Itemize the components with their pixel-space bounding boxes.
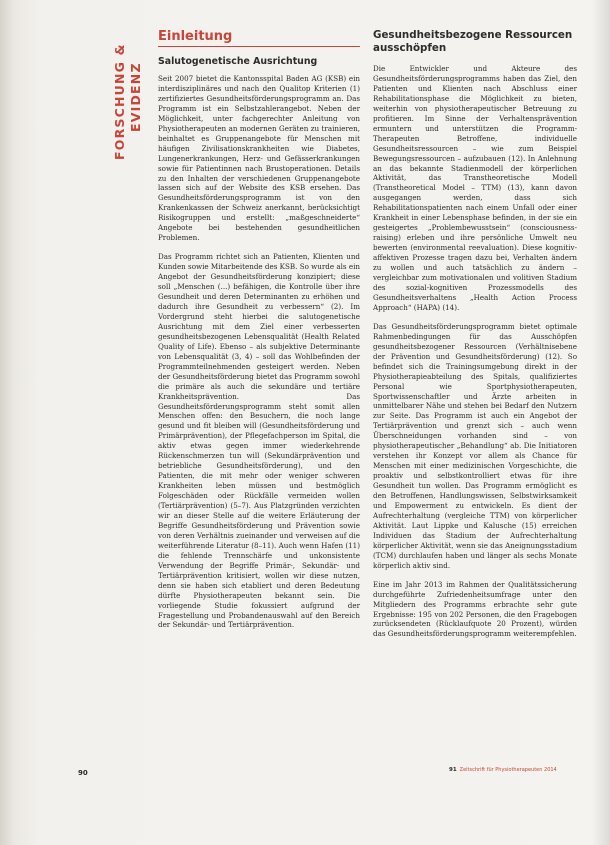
page-footer	[449, 767, 557, 773]
journal-name: Zeitschrift für Physiotherapeuten 2014	[459, 767, 557, 773]
heading-rule	[158, 46, 360, 47]
left-paragraph-2: Das Programm richtet sich an Patienten, Klienten und Kunden sowie Mitarbeitende des KSB. So wurde als ein Angebot der Gesundheitsförderung konzipiert; diese soll „Menschen (...) befähigen, die Kontrolle über ihre Gesundheit und deren Determinanten zu erhöhen und dadurch ihre Gesundheit zu verbessern“ (2). Im Vordergrund steht hierbei die salutogenetische Ausrichtung mit dem Ziel einer verbesserten gesundheitsbezogenen Lebensqualität (Health Related Quality of Life). Ebenso – als subjektive Determinante von Lebensqualität (3, 4) – soll das Wohlbefinden der Programmteilnehmenden gesteigert werden. Neben der Gesundheitsförderung bietet das Programm sowohl die primäre als auch die sekundäre und tertiäre Krankheitsprävention. Das Gesundheitsförderungsprogramm steht somit allen Menschen offen: den Besuchern, die noch lange gesund und fit bleiben will (Gesundheitsförderung und Primärprävention), der Pflegefachperson im Spital, die aktiv etwas gegen immer wiederkehrende Rückenschmerzen tun will (Sekundärprävention und betriebliche Gesundheitsförderung), und den Patienten, die mit mehr oder weniger schweren Krankheiten leben müssen und bestmöglich Folgeschäden oder Rückfälle vermeiden wollen (Tertiärprävention) (5–7). Aus Platzgründen verzichten wir an dieser Stelle auf die weitere Erläuterung der Begriffe Gesundheitsförderung und Prävention sowie von deren Verhältnis zueinander und verweisen auf die weiterführende Literatur (8–11). Auch wenn Hafen (11) die fehlende Trennschärfe und unkonsistente Verwendung der Begriffe Primär-, Sekundär- und Tertiärprävention kritisiert, wollen wir diese nutzen, denn sie haben sich etabliert und deren Bedeutung dürfte Physiotherapeuten bekannt sein. Die vorliegende Studie fokussiert aufgrund der Fragestellung und Probandenauswahl auf den Bereich der Sekundär- und Tertiärprävention.	[158, 252, 360, 630]
page-number-left: 90	[78, 769, 88, 777]
right-paragraph-2: Das Gesundheitsförderungsprogramm bietet optimale Rahmenbedingungen für das Ausschöpfen gesundheitsbezogener Ressourcen (Verhältnisebene der Prävention und Gesundheitsförderung) (12). So befindet sich die Trainingsumgebung direkt in der Physiotherapieabteilung des Spitals, qualifiziertes Personal wie Sportphysiotherapeuten, Sportwissenschaftler und Ärzte arbeiten in unmittelbarer Nähe und stehen bei Bedarf den Nutzern zur Seite. Das Programm ist auch ein Angebot der Tertiärprävention und grenzt sich – auch wenn Überschneidungen vorhanden sind – von physiotherapeutischer „Behandlung“ ab. Die Initiatoren verstehen ihr Konzept vor allem als Chance für Menschen mit einer medizinischen Vorgeschichte, die proaktiv und selbstkontrolliert etwas für ihre Gesundheit tun wollen. Das Programm ermöglicht es den Betroffenen, Handlungswissen, Selbstwirksamkeit und Empowerment zu entwickeln. Es dient der Aufrechterhaltung (vergleiche TTM) von körperlicher Aktivität. Laut Lippke und Kalusche (15) erreichen Individuen das Stadium der Aufrechterhaltung körperlicher Aktivität, wenn sie das Aneignungsstadium (TCM) durchlaufen haben und länger als sechs Monate körperlich aktiv sind.	[373, 321, 577, 570]
page-number-right: 91	[449, 767, 457, 773]
subheading: Salutogenetische Ausrichtung	[158, 56, 318, 67]
left-paragraph-1: Seit 2007 bietet die Kantonsspital Baden AG (KSB) ein interdisziplinäres und nach den Qualitop Kriterien (1) zertifiziertes Gesundheitsförderungsprogramm an. Das Programm ist ein Selbstzahlerangebot. Neben der Möglichkeit, unter fachgerechter Anleitung von Physiotherapeuten an modernen Geräten zu trainieren, beinhaltet es Gruppenangebote für Menschen mit häufigen Zivilisationskrankheiten wie Diabetes, Lungenerkrankungen, Herz- und Gefässerkrankungen sowie für Patientinnen nach Brustoperationen. Details zu den Inhalten der verschiedenen Gruppenangebote lassen sich auf der Website des KSB ersehen. Das Gesundheitsförderungsprogramm ist von den Krankenkassen der Schweiz anerkannt, berücksichtigt Risikogruppen und erstellt: „maßgeschneiderte“ Angebote bei bestehenden gesundheitlichen Problemen.	[158, 74, 360, 243]
sidebar-line-2: EVIDENZ	[128, 62, 143, 132]
right-column	[373, 64, 577, 648]
section-heading: Einleitung	[158, 29, 233, 44]
right-paragraph-3: Eine im Jahr 2013 im Rahmen der Qualitätssicherung durchgeführte Zufriedenheitsumfrage unter den Mitgliedern des Programms erbrachte sehr gute Ergebnisse: 195 von 202 Personen, die den Fragebogen zurücksendeten (Rücklaufquote 20 Prozent), würden das Gesundheitsförderungsprogramm weiterempfehlen.	[373, 579, 577, 639]
right-paragraph-1: Die Entwickler und Akteure des Gesundheitsförderungsprogramms haben das Ziel, den Patienten und Klienten nach Abschluss einer Rehabilitationsphase die Möglichkeit zu bieten, weiterhin von physiotherapeutischer Betreuung zu profitieren. Im Sinne der Verhaltensprävention ermuntern und unterstützen die Programm-Therapeuten Betroffene, individuelle Gesundheitsressourcen – wie zum Beispiel Bewegungsressourcen – aufzubauen (12). In Anlehnung an das bekannte Stadienmodell der körperlichen Aktivität, das Transtheoretische Modell (Transtheoretical Model – TTM) (13), kann davon ausgegangen werden, dass sich Rehabilitationspatienten nach einem Unfall oder einer Krankheit in einer Lebensphase befinden, in der sie ein gesteigertes „Problembewusstsein“ (consciousness-raising) erleben und ihre persönliche Umwelt neu bewerten (environmental reevaluation). Diese kognitiv-affektiven Prozesse tragen dazu bei, Verhalten ändern zu wollen und auch tatsächlich zu ändern – vergleichbar zum motivationalen und volitiven Stadium des sozial-kognitiven Prozessmodells des Gesundheitsverhaltens „Health Action Process Approach“ (HAPA) (14).	[373, 64, 577, 312]
right-heading: Gesundheitsbezogene Ressourcen ausschöpfen	[373, 29, 573, 54]
sidebar-line-1: FORSCHUNG &	[112, 43, 127, 160]
left-column	[158, 74, 360, 639]
section-sidebar-label	[104, 20, 162, 260]
